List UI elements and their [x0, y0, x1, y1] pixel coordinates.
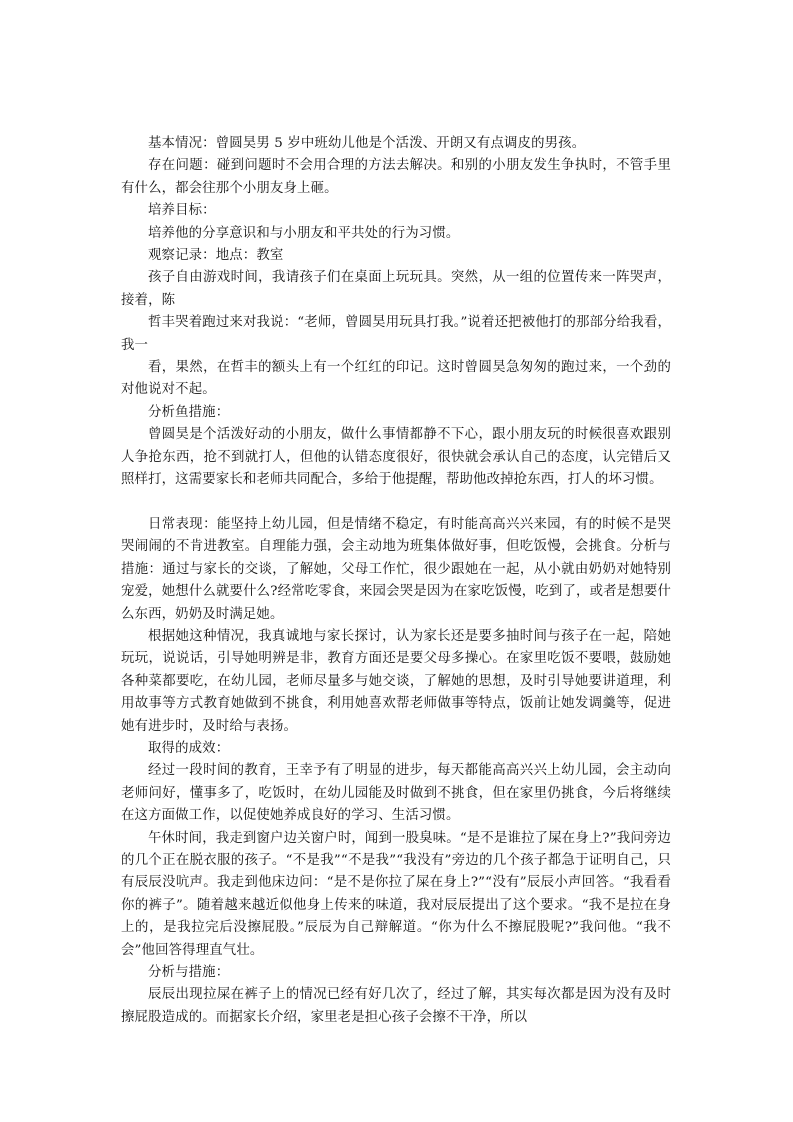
paragraph-nap-story: 午休时间，我走到窗户边关窗户时，闻到一股臭味。“是不是谁拉了屎在身上?”我问旁边的几个正在脱衣服的孩子。“不是我”“不是我”“我没有”旁边的几个孩子都急于证明自己，只有辰辰没吭声。我走到他床边问：“是不是你拉了屎在身上?”“没有”辰辰小声回答。“我看看你的裤子”。随着越来越近似他身上传来的味道，我对辰辰提出了这个要求。“我不是拉在身上的，是我拉完后没擦屁股。”辰辰为自己辩解道。“你为什么不擦屁股呢?”我问他。“我不会”他回答得理直气壮。 [121, 830, 671, 958]
paragraph-analysis-measures-heading: 分析与措施： [148, 965, 230, 981]
paragraph-problem: 存在问题：碰到问题时不会用合理的方法去解决。和别的小朋友发生争执时，不管手里有什么，都会往那个小朋友身上砸。 [121, 158, 671, 196]
paragraph-measures: 根据她这种情况，我真诚地与家长探讨，认为家长还是要多抽时间与孩子在一起，陪她玩玩，说说话，引导她明辨是非，教育方面还是要父母多操心。在家里吃饭不要喂，鼓励她各种菜都要吃，在幼儿园，老师尽量多与她交谈，了解她的思想，及时引导她要讲道理，利用故事等方式教育她做到不挑食，利用她喜欢帮老师做事等特点，饭前让她发调羹等，促进她有进步时，及时给与表扬。 [121, 628, 671, 734]
paragraph-observation-heading: 观察记录：地点：教室 [148, 248, 284, 264]
paragraph-observation-3: 看，果然，在哲丰的额头上有一个红红的印记。这时曾圆昊急匆匆的跑过来，一个劲的对他说对不起。 [121, 360, 671, 398]
paragraph-results: 经过一段时间的教育，王幸予有了明显的进步，每天都能高高兴兴上幼儿园，会主动向老师问好，懂事多了，吃饭时，在幼儿园能及时做到不挑食，但在家里仍挑食，今后将继续在这方面做工作，以促使她养成良好的学习、生活习惯。 [121, 763, 671, 824]
document-body [121, 133, 671, 1029]
paragraph-analysis-heading: 分析鱼措施： [148, 404, 230, 420]
paragraph-observation-1: 孩子自由游戏时间，我请孩子们在桌面上玩玩具。突然，从一组的位置传来一阵哭声，接着，陈 [121, 270, 671, 308]
paragraph-spacer [121, 492, 671, 514]
paragraph-analysis-measures: 辰辰出现拉屎在裤子上的情况已经有好几次了，经过了解，其实每次都是因为没有及时擦屁股造成的。而据家长介绍，家里老是担心孩子会擦不干净，所以 [121, 987, 671, 1025]
paragraph-goal-heading: 培养目标： [148, 203, 216, 219]
paragraph-goal: 培养他的分享意识和与小朋友和平共处的行为习惯。 [148, 225, 460, 241]
paragraph-daily-performance: 日常表现：能坚持上幼儿园，但是情绪不稳定，有时能高高兴兴来园，有的时候不是哭哭闹闹的不肯进教室。自理能力强，会主动地为班集体做好事，但吃饭慢，会挑食。分析与措施：通过与家长的交谈，了解她，父母工作忙，很少跟她在一起，从小就由奶奶对她特别宠爱，她想什么就要什么?经常吃零食，来园会哭是因为在家吃饭慢，吃到了，或者是想要什么东西，奶奶及时满足她。 [121, 516, 671, 622]
paragraph-analysis: 曾圆昊是个活泼好动的小朋友，做什么事情都静不下心，跟小朋友玩的时候很喜欢跟别人争抢东西，抢不到就打人，但他的认错态度很好，很快就会承认自己的态度，认完错后又照样打，这需要家长和老师共同配合，多给于他提醒，帮助他改掉抢东西，打人的坏习惯。 [121, 427, 671, 488]
paragraph-basic-info: 基本情况：曾圆昊男 5 岁中班幼儿他是个活泼、开朗又有点调皮的男孩。 [148, 136, 586, 151]
paragraph-results-heading: 取得的成效： [148, 740, 230, 756]
paragraph-observation-2: 哲丰哭着跑过来对我说：“老师，曾圆昊用玩具打我。”说着还把被他打的那部分给我看，我一 [121, 315, 671, 353]
